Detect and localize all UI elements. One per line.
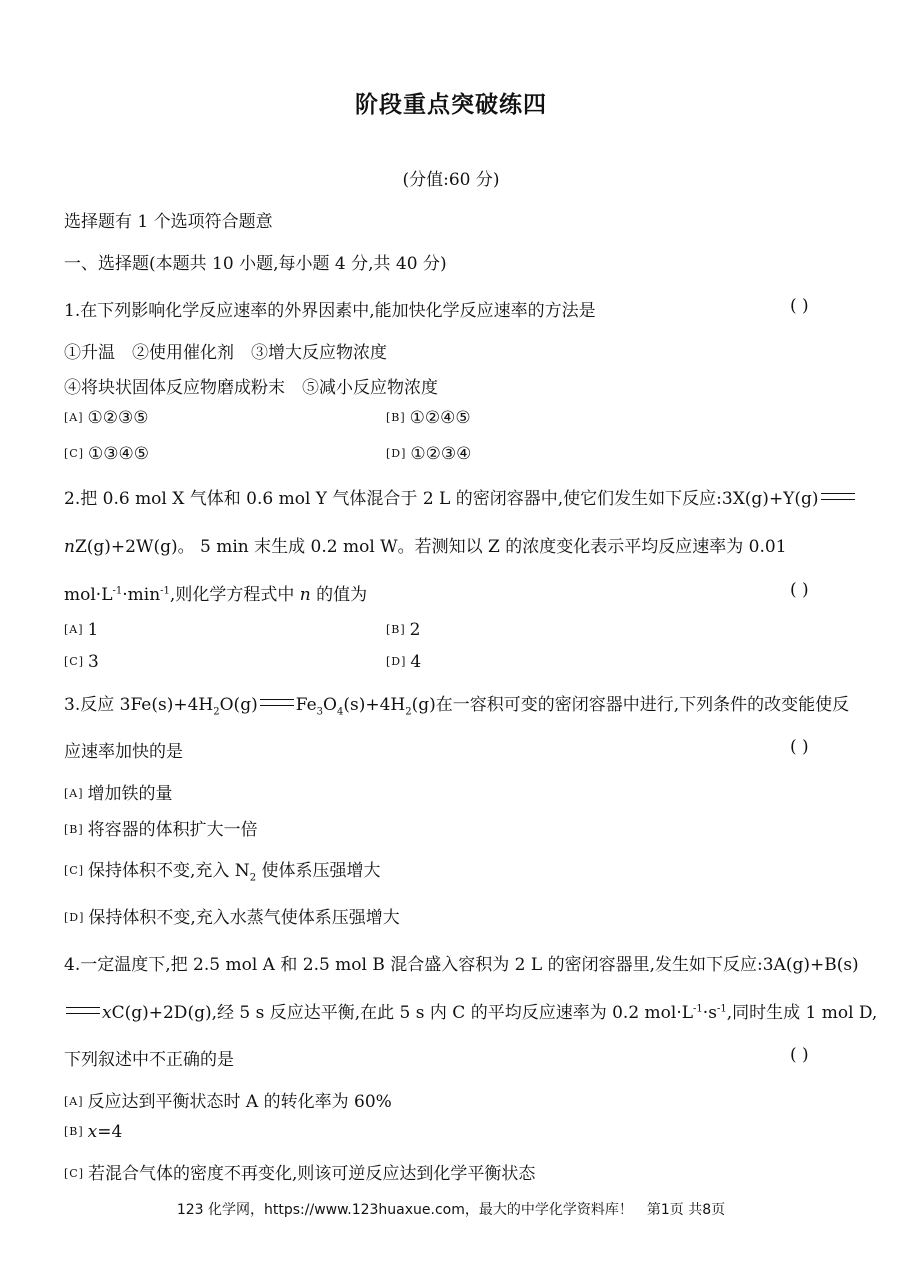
q3-stem-line1: 3.反应 $3Fe(s)+4H_2O(g)$ $Fe_3O_4(s)+4H_2(g)$在一容积可变的密闭容器中进行,下列条件的改变能使反 <box>64 695 850 718</box>
q2-option-b: [B] 2 <box>386 620 421 640</box>
q1-stem: 1.在下列影响化学反应速率的外界因素中,能加快化学反应速率的方法是 <box>64 301 596 321</box>
q4-stem-line2: xC(g)+2D(g),经 5 s 反应达平衡,在此 5 s 内 C 的平均反应速率为 0.2 $mol\cdot L^{-1}\cdot s^{-1}$,同时生成 1 mol D, <box>64 998 877 1023</box>
q3-answer-blank: ( ) <box>790 737 809 757</box>
q2-stem-line1: 2.把 0.6 mol X 气体和 0.6 mol Y 气体混合于 2 L 的密闭容器中,使它们发生如下反应:3X(g)+Y(g) <box>64 484 857 509</box>
q3-option-c: [C] 保持体积不变,充入 $N_2$ 使体系压强增大 <box>64 861 381 884</box>
q1-option-d: [D] ①②③④ <box>386 444 472 464</box>
q1-option-b: [B] ①②④⑤ <box>386 408 471 428</box>
q2-stem-line3: $mol\cdot L^{-1}\cdot\min^{-1}$,则化学方程式中 n 的值为 <box>64 585 368 605</box>
q1-option-c: [C] ①③④⑤ <box>64 444 149 464</box>
q4-option-a: [A] 反应达到平衡状态时 A 的转化率为 60% <box>64 1092 392 1112</box>
equilibrium-arrow-icon <box>821 493 855 500</box>
page-title: 阶段重点突破练四 <box>355 91 547 118</box>
equilibrium-arrow-icon <box>66 1007 100 1014</box>
q4-answer-blank: ( ) <box>790 1045 809 1065</box>
q3-stem-line2: 应速率加快的是 <box>64 742 183 762</box>
q4-stem-line3: 下列叙述中不正确的是 <box>64 1050 234 1070</box>
section-heading: 一、选择题(本题共 10 小题,每小题 4 分,共 40 分) <box>64 254 447 274</box>
q4-stem-line1: 4.一定温度下,把 2.5 mol A 和 2.5 mol B 混合盛入容积为 2 L 的密闭容器里,发生如下反应:3A(g)+B(s) <box>64 955 859 975</box>
intro-text: 选择题有 1 个选项符合题意 <box>64 212 273 232</box>
page-footer: 123 化学网，https://www.123huaxue.com，最大的中学化学资料库！ 第1页 共8页 <box>176 1202 726 1218</box>
q2-option-d: [D] 4 <box>386 652 422 672</box>
q1-answer-blank: ( ) <box>790 296 809 316</box>
q2-option-a: [A] 1 <box>64 620 99 640</box>
q1-choices-line2: ④将块状固体反应物磨成粉末 ⑤减小反应物浓度 <box>64 378 438 398</box>
equilibrium-arrow-icon <box>260 699 294 706</box>
q1-option-a: [A] ①②③⑤ <box>64 408 149 428</box>
q3-option-b: [B] 将容器的体积扩大一倍 <box>64 820 258 840</box>
q2-answer-blank: ( ) <box>790 580 809 600</box>
score-note: (分值:60 分) <box>402 170 500 190</box>
q4-option-c: [C] 若混合气体的密度不再变化,则该可逆反应达到化学平衡状态 <box>64 1164 536 1184</box>
q3-option-a: [A] 增加铁的量 <box>64 784 173 804</box>
q4-option-b: [B] x=4 <box>64 1122 123 1142</box>
q2-option-c: [C] 3 <box>64 652 99 672</box>
q3-option-d: [D] 保持体积不变,充入水蒸气使体系压强增大 <box>64 908 400 928</box>
q2-stem-line2: nZ(g)+2W(g)。 5 min 末生成 0.2 mol W。若测知以 Z 的浓度变化表示平均反应速率为 0.01 <box>64 537 787 557</box>
q1-choices-line1: ①升温 ②使用催化剂 ③增大反应物浓度 <box>64 343 387 363</box>
